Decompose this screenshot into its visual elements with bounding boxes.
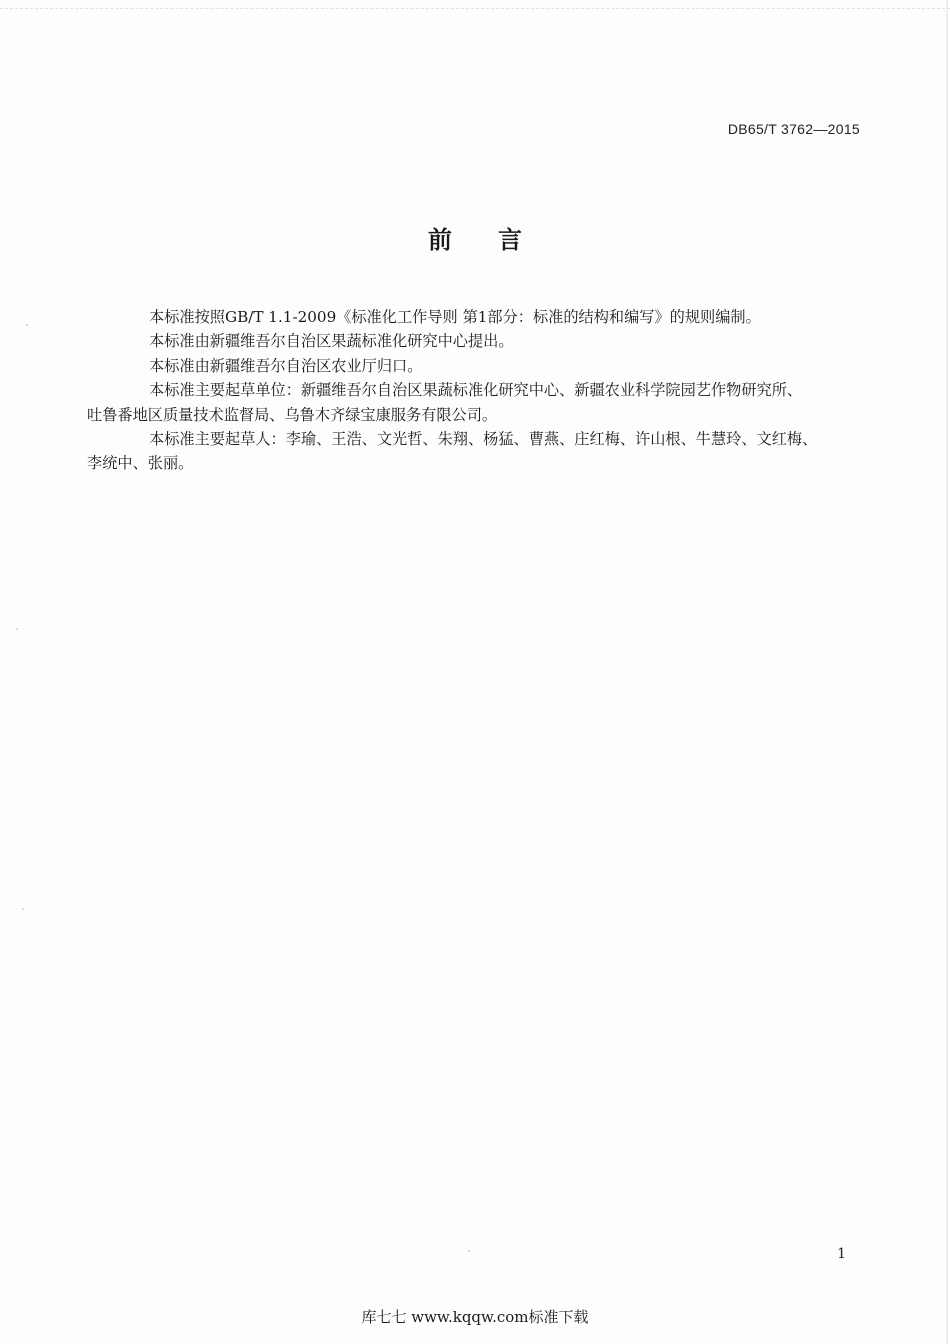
paragraph-5 [87, 427, 868, 476]
footer-watermark: 库七七 www.kqqw.com标准下载 [361, 1308, 589, 1326]
paragraph-3: 本标准由新疆维吾尔自治区农业厅归口。 [149, 356, 423, 375]
page-number: 1 [837, 1246, 846, 1262]
paragraph-4-line-1: 本标准主要起草单位：新疆维吾尔自治区果蔬标准化研究中心、新疆农业科学院园艺作物研究所、 [149, 381, 803, 400]
paragraph-4-line-2: 吐鲁番地区质量技术监督局、乌鲁木齐绿宝康服务有限公司。 [87, 405, 498, 424]
scan-right-edge [946, 0, 948, 1344]
title-char-2: 言 [498, 226, 522, 254]
page-title [0, 220, 950, 255]
scan-speck [468, 1250, 470, 1252]
standard-code: DB65/T 3762—2015 [727, 121, 860, 137]
scan-top-edge [0, 0, 950, 9]
scan-speck [26, 324, 28, 326]
paragraph-2: 本标准由新疆维吾尔自治区果蔬标准化研究中心提出。 [149, 332, 514, 351]
foreword-body [87, 305, 868, 476]
paragraph-5-line-2: 李统中、张丽。 [87, 454, 194, 473]
scan-speck [22, 908, 24, 910]
title-char-1: 前 [428, 226, 452, 254]
paragraph-1: 本标准按照GB/T 1.1-2009《标准化工作导则 第1部分：标准的结构和编写》的规则编制。 [149, 308, 761, 326]
paragraph-4 [87, 378, 868, 427]
paragraph-5-line-1: 本标准主要起草人：李瑜、王浩、文光哲、朱翔、杨猛、曹燕、庄红梅、许山根、牛慧玲、文红梅、 [149, 430, 818, 449]
scan-speck [16, 628, 18, 630]
